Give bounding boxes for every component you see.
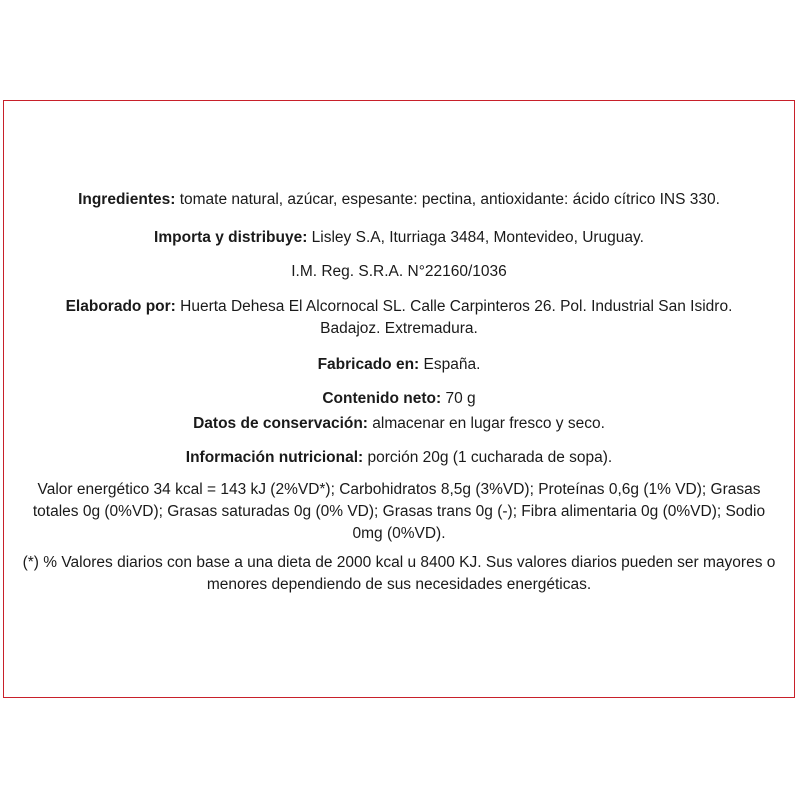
importer-line (16, 227, 782, 249)
producer-text: Huerta Dehesa El Alcornocal SL. Calle Carpinteros 26. Pol. Industrial San Isidro. Badajoz. Extremadura. (175, 298, 733, 337)
importer-text: Lisley S.A, Iturriaga 3484, Montevideo, Uruguay. (307, 229, 644, 246)
origin-text: España. (419, 356, 481, 373)
net-content-line (16, 388, 782, 410)
nutrition-text: porción 20g (1 cucharada de sopa). (363, 449, 613, 466)
origin-label: Fabricado en: (317, 356, 420, 373)
origin-line (16, 354, 782, 376)
net-content-text: 70 g (441, 390, 476, 407)
storage-label: Datos de conservación: (193, 415, 368, 432)
importer-label: Importa y distribuye: (154, 229, 308, 246)
net-content-label: Contenido neto: (322, 390, 442, 407)
ingredients-label: Ingredientes: (78, 191, 176, 208)
producer-label: Elaborado por: (65, 298, 176, 315)
footnote: (*) % Valores diarios con base a una dieta de 2000 kcal u 8400 KJ. Sus valores diarios pueden ser mayores o menores dependiendo de sus necesidades energéticas. (22, 554, 776, 593)
registration-line: I.M. Reg. S.R.A. N°22160/1036 (291, 263, 507, 280)
nutrition-label: Información nutricional: (185, 449, 364, 466)
nutrition-line (16, 447, 782, 469)
ingredients-line (16, 189, 782, 211)
ingredients-text: tomate natural, azúcar, espesante: pectina, antioxidante: ácido cítrico INS 330. (175, 191, 720, 208)
storage-text: almacenar en lugar fresco y seco. (367, 415, 605, 432)
producer-line (44, 296, 754, 340)
label-frame (3, 100, 795, 698)
storage-line (16, 413, 782, 435)
nutrition-values: Valor energético 34 kcal = 143 kJ (2%VD*); Carbohidratos 8,5g (3%VD); Proteínas 0,6g (1% VD); Grasas totales 0g (0%VD); Grasas saturadas 0g (0% VD); Grasas trans 0g (-); Fibra alimentaria 0g (0%VD); Sodio 0mg (0%VD). (32, 481, 766, 542)
